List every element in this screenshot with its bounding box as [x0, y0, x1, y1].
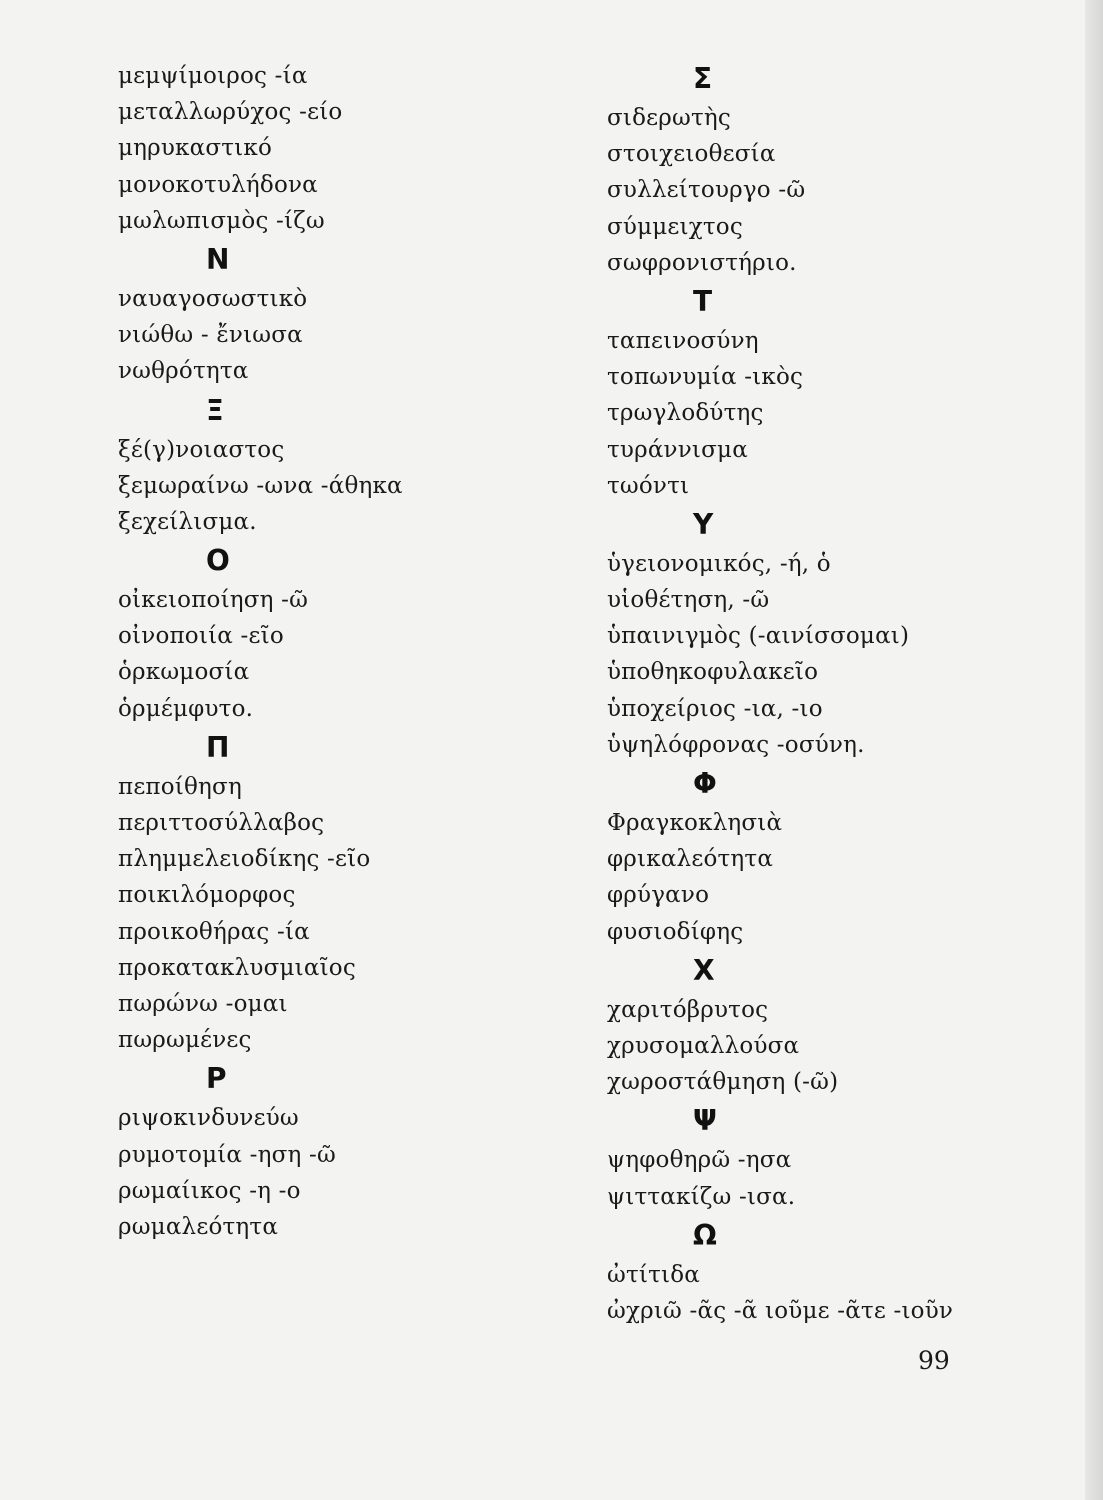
word-entry: μεμψίμοιρος -ία: [118, 63, 308, 89]
section-letter: Ρ: [206, 1062, 227, 1096]
word-entry: τοπωνυμία -ικὸς: [607, 364, 804, 391]
section-letter: Π: [206, 730, 230, 764]
word-entry: φυσιοδίφης: [607, 918, 744, 945]
section-letter: Ω: [693, 1218, 717, 1252]
word-entry: σιδερωτὴς: [607, 105, 731, 131]
word-entry: ὑψηλόφρονας -οσύνη.: [607, 731, 865, 758]
word-entry: πωρώνω -ομαι: [118, 990, 288, 1017]
word-entry: νωθρότητα: [118, 358, 249, 385]
word-entry: περιττοσύλλαβος: [118, 810, 325, 836]
word-entry: συλλείτουργο -ῶ: [607, 177, 806, 204]
word-entry: προικοθήρας -ία: [118, 918, 310, 945]
word-entry: ὁρμέμφυτο.: [118, 695, 254, 722]
word-entry: φρικαλεότητα: [607, 846, 774, 873]
word-entry: τρωγλοδύτης: [607, 400, 764, 427]
word-entry: οἰκειοποίηση -ῶ: [118, 587, 309, 614]
word-entry: πωρωμένες: [118, 1027, 252, 1054]
word-entry: οἰνοποιία -εῖο: [118, 623, 284, 650]
section-letter: Χ: [693, 953, 715, 987]
page-edge: [1085, 0, 1103, 1500]
word-entry: ὠχριῶ -ᾶς -ᾶ ιοῦμε -ᾶτε -ιοῦν: [607, 1297, 954, 1324]
left-column: [118, 58, 498, 1245]
section-letter: Ξ: [206, 393, 224, 427]
section-letter: Φ: [693, 767, 717, 800]
word-entry: ψηφοθηρῶ -ησα: [607, 1147, 792, 1174]
section-letter: Ο: [206, 544, 230, 578]
word-entry: πλημμελειοδίκης -εῖο: [118, 846, 371, 873]
word-entry: τυράννισμα: [607, 436, 748, 463]
word-entry: ξεμωραίνω -ωνα -άθηκα: [118, 472, 403, 499]
word-entry: ξέ(γ)νοιαστος: [118, 436, 285, 463]
word-entry: μωλωπισμὸς -ίζω: [118, 207, 325, 234]
word-entry: ψιττακίζω -ισα.: [607, 1183, 796, 1210]
word-entry: σωφρονιστήριο.: [607, 249, 797, 276]
word-entry: Φραγκοκλησιὰ: [607, 810, 783, 836]
word-entry: νιώθω - ἔνιωσα: [118, 322, 303, 349]
word-entry: μεταλλωρύχος -είο: [118, 99, 343, 126]
word-entry: στοιχειοθεσία: [607, 141, 776, 168]
section-letter: Ν: [206, 242, 230, 276]
word-entry: ρωμαλεότητα: [118, 1213, 279, 1240]
word-entry: ὠτίτιδα: [607, 1261, 701, 1288]
word-entry: ναυαγοσωστικὸ: [118, 285, 308, 312]
word-entry: ρωμαίικος -η -ο: [118, 1177, 301, 1204]
word-entry: τωόντι: [607, 472, 690, 499]
section-letter: Ψ: [693, 1104, 717, 1138]
word-entry: ξεχείλισμα.: [118, 508, 257, 535]
word-entry: ὁρκωμοσία: [118, 659, 250, 686]
section-letter: Σ: [693, 62, 713, 95]
page-number: 99: [918, 1346, 950, 1375]
word-entry: ριψοκινδυνεύω: [118, 1105, 299, 1132]
word-entry: ὑπαινιγμὸς (-αινίσσομαι): [607, 623, 910, 650]
word-entry: χωροστάθμηση (-ῶ): [607, 1069, 839, 1096]
word-entry: χρυσομαλλούσα: [607, 1032, 800, 1059]
right-column: [607, 58, 987, 1329]
word-entry: μονοκοτυλήδονα: [118, 171, 318, 198]
word-entry: ὑποχείριος -ια, -ιο: [607, 695, 823, 722]
word-entry: προκατακλυσμιαῖος: [118, 954, 356, 981]
word-entry: πεποίθηση: [118, 773, 242, 800]
word-entry: ρυμοτομία -ηση -ῶ: [118, 1141, 336, 1168]
word-entry: μηρυκαστικό: [118, 135, 273, 162]
word-entry: ὑγειονομικός, -ή, ὁ: [607, 550, 831, 577]
section-letter: Τ: [693, 284, 713, 318]
word-entry: υἱοθέτηση, -ῶ: [607, 587, 770, 614]
section-letter: Υ: [693, 507, 714, 541]
word-entry: χαριτόβρυτος: [607, 996, 769, 1023]
word-entry: ὑποθηκοφυλακεῖο: [607, 659, 819, 686]
word-entry: ταπεινοσύνη: [607, 327, 759, 354]
word-entry: ποικιλόμορφος: [118, 882, 296, 909]
word-entry: φρύγανο: [607, 882, 710, 909]
word-entry: σύμμειχτος: [607, 213, 743, 240]
